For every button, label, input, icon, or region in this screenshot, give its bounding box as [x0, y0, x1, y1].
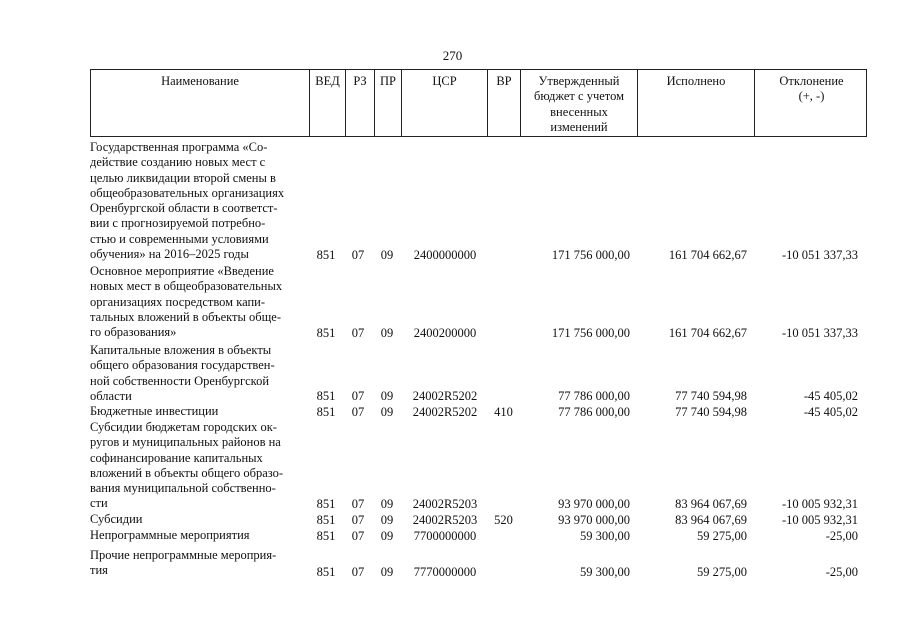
cell-rz: 07 — [351, 388, 365, 403]
cell-rz: 07 — [351, 247, 365, 262]
cell-deviation: -10 051 337,33 — [781, 325, 858, 340]
cell-pr: 09 — [380, 247, 394, 262]
row-name: Субсидии бюджетам городских ок- ругов и муниципальных районов на софинансирование капитальных вложений в объекты общего образо- вания муниципальной собственно- сти — [90, 420, 284, 511]
cell-ved: 851 — [316, 388, 336, 403]
cell-csr: 2400000000 — [413, 247, 477, 262]
table-row — [0, 512, 905, 528]
cell-approved: 59 300,00 — [580, 564, 630, 579]
cell-approved: 93 970 000,00 — [558, 512, 630, 527]
table-row — [0, 548, 905, 580]
cell-done: 161 704 662,67 — [668, 247, 747, 262]
cell-deviation: -45 405,02 — [803, 404, 858, 419]
cell-pr: 09 — [380, 512, 394, 527]
table-row — [0, 420, 905, 512]
cell-deviation: -10 051 337,33 — [781, 247, 858, 262]
row-name: Прочие непрограммные мероприя- тия — [90, 548, 277, 578]
cell-approved: 93 970 000,00 — [558, 496, 630, 511]
header-deviation: Отклонение (+, -) — [779, 74, 844, 104]
row-name: Непрограммные мероприятия — [90, 528, 250, 542]
cell-pr: 09 — [380, 325, 394, 340]
cell-ved: 851 — [316, 325, 336, 340]
cell-csr: 24002R5202 — [412, 388, 478, 403]
cell-ved: 851 — [316, 564, 336, 579]
cell-ved: 851 — [316, 528, 336, 543]
cell-rz: 07 — [351, 528, 365, 543]
cell-deviation: -10 005 932,31 — [781, 512, 858, 527]
cell-done: 59 275,00 — [697, 564, 747, 579]
header-rz: РЗ — [346, 70, 375, 136]
cell-csr: 7770000000 — [413, 564, 477, 579]
cell-csr: 7700000000 — [413, 528, 477, 543]
table-row — [0, 404, 905, 420]
cell-ved: 851 — [316, 512, 336, 527]
cell-rz: 07 — [351, 496, 365, 511]
header-pr: ПР — [375, 70, 402, 136]
cell-done: 83 964 067,69 — [675, 496, 747, 511]
cell-pr: 09 — [380, 404, 394, 419]
cell-pr: 09 — [380, 496, 394, 511]
cell-csr: 2400200000 — [413, 325, 477, 340]
cell-done: 83 964 067,69 — [675, 512, 747, 527]
cell-approved: 77 786 000,00 — [558, 404, 630, 419]
cell-deviation: -25,00 — [825, 564, 858, 579]
table-row — [0, 140, 905, 263]
cell-csr: 24002R5202 — [412, 404, 478, 419]
cell-approved: 59 300,00 — [580, 528, 630, 543]
header-vr: ВР — [488, 70, 521, 136]
cell-approved: 171 756 000,00 — [551, 325, 630, 340]
cell-deviation: -45 405,02 — [803, 388, 858, 403]
cell-ved: 851 — [316, 247, 336, 262]
cell-pr: 09 — [380, 564, 394, 579]
row-name: Основное мероприятие «Введение новых мест в общеобразовательных организациях посредством капи- тальных вложений в объекты обще- го образования» — [90, 264, 283, 340]
header-ved: ВЕД — [310, 70, 346, 136]
cell-pr: 09 — [380, 528, 394, 543]
row-name: Бюджетные инвестиции — [90, 404, 219, 418]
cell-approved: 171 756 000,00 — [551, 247, 630, 262]
row-name: Капитальные вложения в объекты общего образования государствен- ной собственности Оренбургской области — [90, 343, 275, 403]
cell-ved: 851 — [316, 496, 336, 511]
cell-rz: 07 — [351, 564, 365, 579]
cell-csr: 24002R5203 — [412, 512, 478, 527]
cell-rz: 07 — [351, 404, 365, 419]
cell-rz: 07 — [351, 325, 365, 340]
header-csr: ЦСР — [402, 70, 488, 136]
table-row — [0, 264, 905, 341]
cell-vr: 520 — [494, 512, 513, 527]
cell-csr: 24002R5203 — [412, 496, 478, 511]
row-name: Государственная программа «Со- действие созданию новых мест с целью ликвидации второй смены в общеобразовательных организациях Оренбургской области в соответст- вии с прогнозируемой потребно- стью и современными условиями обучения» на 2016–2025 годы — [90, 140, 285, 262]
cell-vr: 410 — [494, 404, 513, 419]
cell-done: 59 275,00 — [697, 528, 747, 543]
page-number: 270 — [442, 48, 463, 63]
cell-rz: 07 — [351, 512, 365, 527]
row-name: Субсидии — [90, 512, 143, 526]
table-row — [0, 343, 905, 404]
cell-pr: 09 — [380, 388, 394, 403]
cell-approved: 77 786 000,00 — [558, 388, 630, 403]
cell-deviation: -10 005 932,31 — [781, 496, 858, 511]
cell-done: 161 704 662,67 — [668, 325, 747, 340]
cell-done: 77 740 594,98 — [675, 404, 747, 419]
cell-deviation: -25,00 — [825, 528, 858, 543]
cell-done: 77 740 594,98 — [675, 388, 747, 403]
header-approved: Утвержденный бюджет с учетом внесенных изменений — [521, 70, 638, 136]
header-done: Исполнено — [638, 70, 755, 136]
cell-ved: 851 — [316, 404, 336, 419]
header-name: Наименование — [91, 70, 310, 136]
table-row — [0, 528, 905, 544]
